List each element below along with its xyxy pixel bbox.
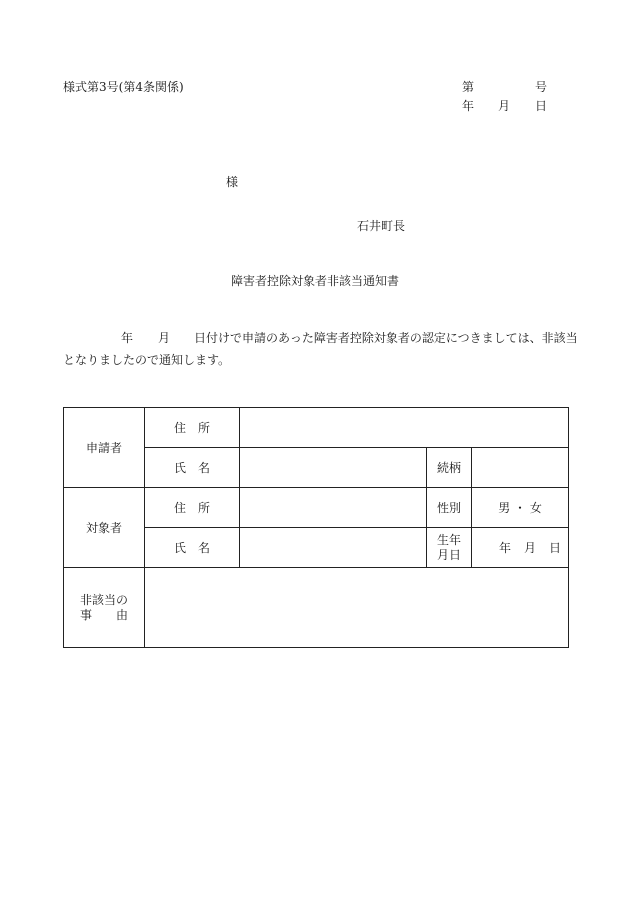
birthdate-label-line2: 月日 <box>436 547 461 562</box>
subject-name-field[interactable] <box>240 528 427 568</box>
reason-label <box>64 568 145 648</box>
applicant-address-label: 住 所 <box>145 408 240 448</box>
document-number-suffix: 号 <box>535 80 548 94</box>
birthdate-field[interactable] <box>472 528 569 568</box>
applicant-info-table <box>63 407 569 648</box>
reason-label-line2: 事 由 <box>79 607 128 622</box>
subject-label: 対象者 <box>64 488 145 568</box>
document-number-prefix: 第 <box>462 80 475 94</box>
addressee-honorific: 様 <box>226 175 239 189</box>
body-line-1 <box>63 331 578 345</box>
subject-name-label: 氏 名 <box>145 528 240 568</box>
applicant-label: 申請者 <box>64 408 145 488</box>
reason-field[interactable] <box>145 568 569 648</box>
relationship-field[interactable] <box>472 448 569 488</box>
birthdate-label-line1: 生年 <box>436 532 461 547</box>
issue-date-day: 日 <box>535 99 548 113</box>
birthdate-label <box>427 528 472 568</box>
body-year: 年 <box>121 331 134 345</box>
applicant-address-field[interactable] <box>240 408 569 448</box>
birthdate-day: 日 <box>549 541 562 555</box>
birthdate-month: 月 <box>523 541 536 555</box>
applicant-name-field[interactable] <box>240 448 427 488</box>
document-title: 障害者控除対象者非該当通知書 <box>230 274 399 288</box>
body-text: 日付けで申請のあった障害者控除対象者の認定につきましては、非該当 <box>194 331 578 345</box>
subject-address-field[interactable] <box>240 488 427 528</box>
birthdate-year: 年 <box>498 541 511 555</box>
relationship-label: 続柄 <box>427 448 472 488</box>
gender-options[interactable]: 男 ・ 女 <box>472 488 569 528</box>
subject-address-label: 住 所 <box>145 488 240 528</box>
body-line-2: となりましたので通知します。 <box>63 353 231 367</box>
issue-date-month: 月 <box>498 99 511 113</box>
form-number-label: 様式第3号(第4条関係) <box>63 80 184 94</box>
applicant-name-label: 氏 名 <box>145 448 240 488</box>
reason-label-line1: 非該当の <box>79 592 128 607</box>
issue-date-year: 年 <box>462 99 475 113</box>
issuer-name: 石井町長 <box>357 219 406 233</box>
body-month: 月 <box>158 331 171 345</box>
gender-label: 性別 <box>427 488 472 528</box>
